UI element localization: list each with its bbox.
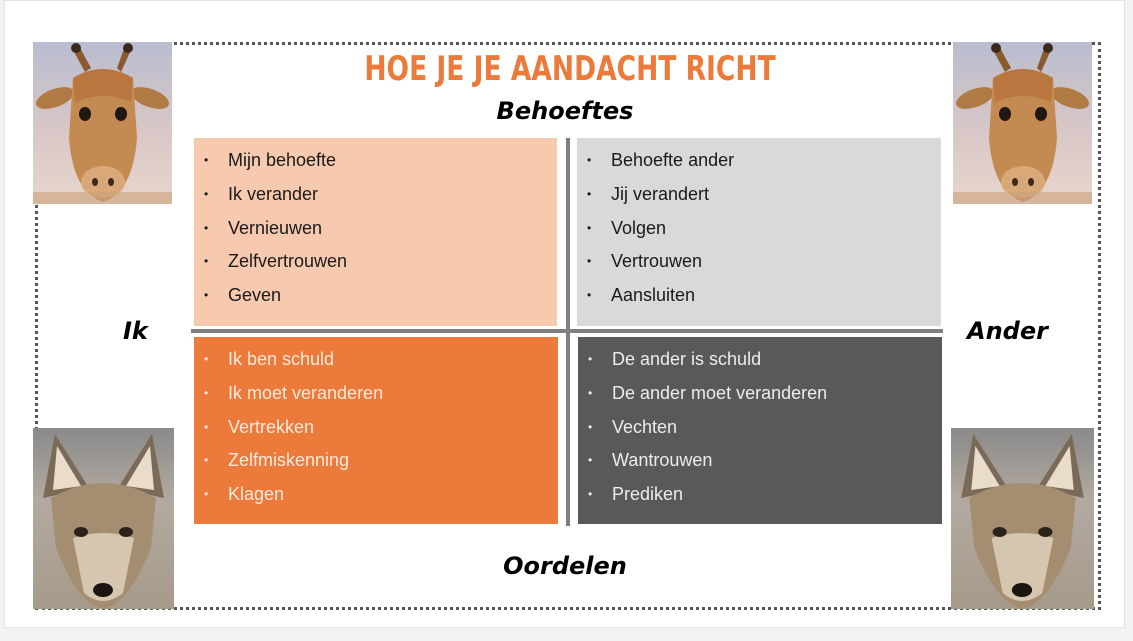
list-item: • Vernieuwen <box>204 217 323 238</box>
list-item: • Klagen <box>204 484 285 505</box>
list-item: • Aansluiten <box>587 285 696 306</box>
horizontal-divider <box>191 329 943 333</box>
quadrant-bottom-left <box>194 337 558 524</box>
list-item: • Ik ben schuld <box>204 349 335 369</box>
list-item: • Vertrouwen <box>587 251 703 272</box>
list-item: • Mijn behoefte <box>204 150 337 170</box>
list-item: • Ik verander <box>204 183 319 204</box>
label-behoeftes: Behoeftes <box>496 97 634 125</box>
giraffe-image-right <box>953 42 1092 204</box>
label-ik: Ik <box>123 317 148 345</box>
list-item: • Wantrouwen <box>588 450 713 471</box>
giraffe-icon <box>33 42 172 204</box>
list-item: • Ik moet veranderen <box>204 382 384 403</box>
quadrant-top-right <box>577 138 941 326</box>
list-item: • De ander is schuld <box>588 349 762 369</box>
giraffe-icon <box>953 42 1092 204</box>
list-item: • Geven <box>204 285 282 306</box>
list-item: • Vechten <box>588 416 678 437</box>
list-item: • Prediken <box>588 484 684 505</box>
jackal-icon <box>33 428 174 609</box>
slide-title: HOE JE JE AANDACHT RICHT <box>364 49 776 89</box>
list-item: • Zelfmiskenning <box>204 450 350 471</box>
label-oordelen: Oordelen <box>503 552 627 580</box>
list-item: • Vertrekken <box>204 416 315 437</box>
list-item: • De ander moet veranderen <box>588 382 828 403</box>
list-item: • Zelfvertrouwen <box>204 251 348 272</box>
quadrant-bottom-right <box>578 337 942 524</box>
list-item: • Behoefte ander <box>587 150 735 170</box>
quadrant-top-left <box>194 138 557 326</box>
jackal-icon <box>951 428 1094 609</box>
label-ander: Ander <box>967 317 1048 345</box>
list-item: • Jij verandert <box>587 183 710 204</box>
list-item: • Volgen <box>587 217 667 238</box>
giraffe-image-left <box>33 42 172 204</box>
jackal-image-right <box>951 428 1094 609</box>
jackal-image-left <box>33 428 174 609</box>
